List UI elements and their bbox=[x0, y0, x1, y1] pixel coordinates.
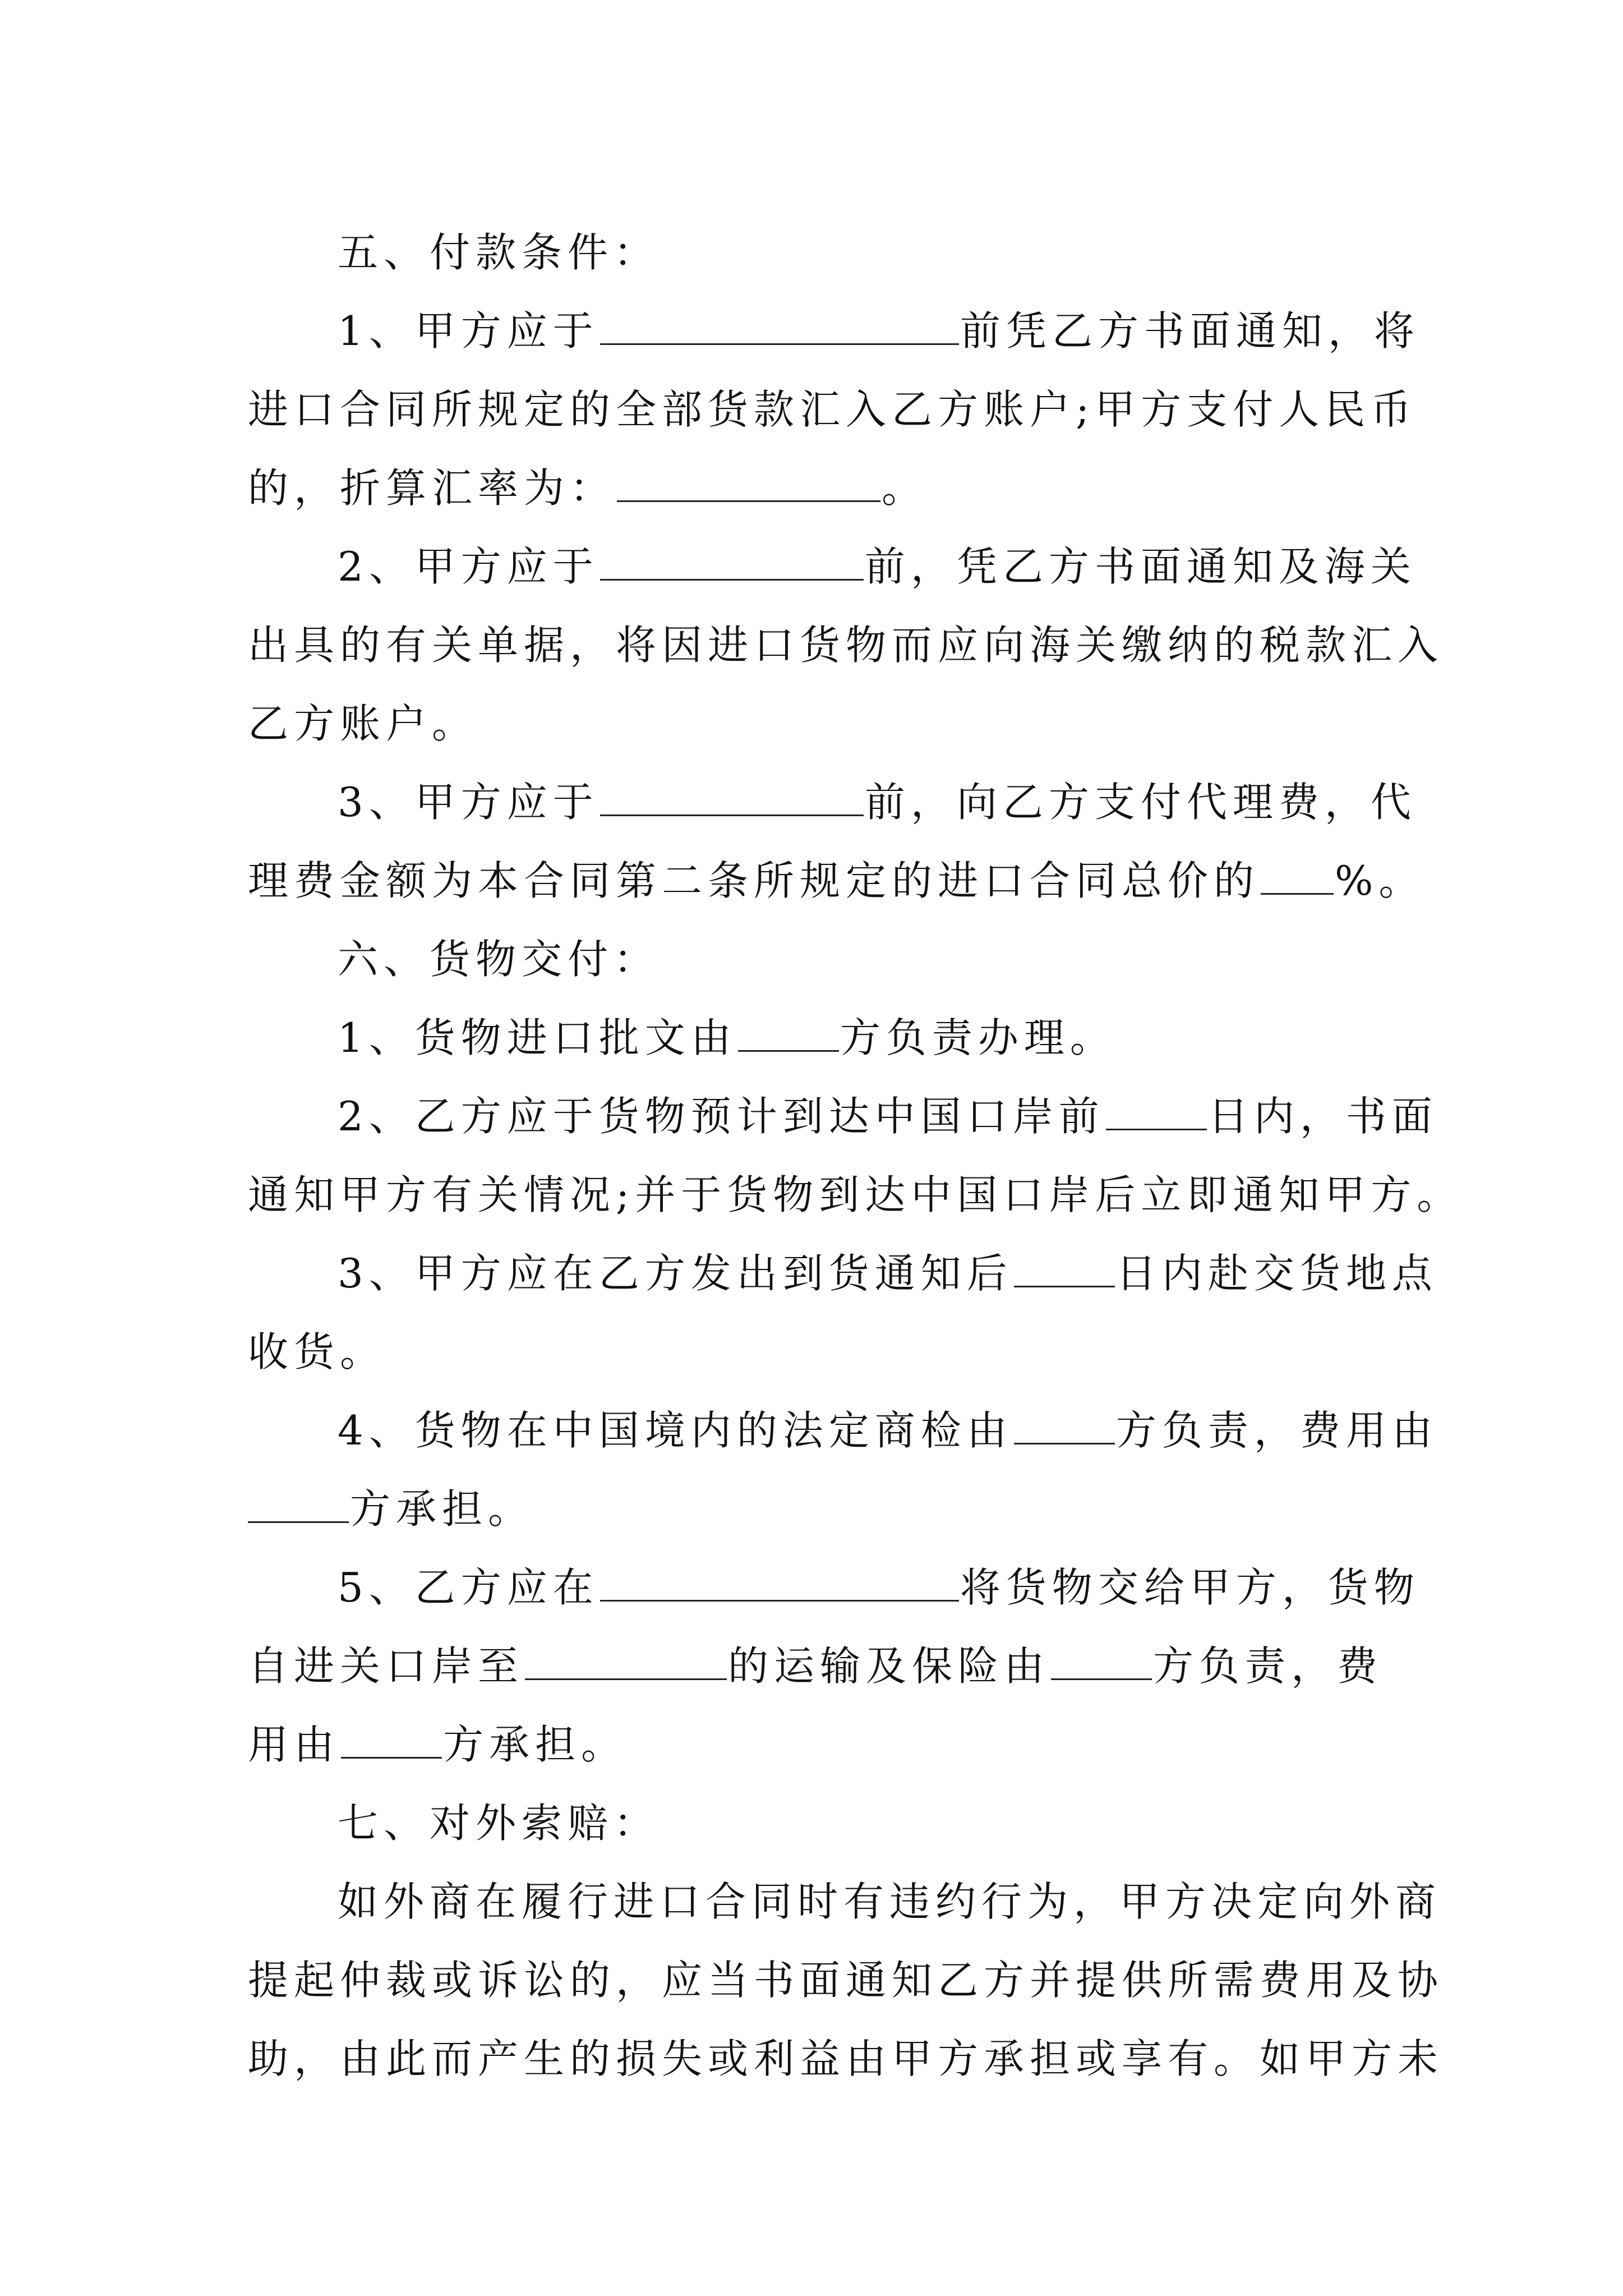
fill-in-blank[interactable] bbox=[600, 540, 864, 581]
fill-in-blank[interactable] bbox=[1014, 1246, 1115, 1287]
paragraph-line: 用由 方承担。 bbox=[248, 1705, 1392, 1784]
paragraph-line: 3、甲方应在乙方发出到货通知后 日内赴交货地点 bbox=[338, 1234, 1392, 1313]
paragraph-line: 进口合同所规定的全部货款汇入乙方账户;甲方支付人民币 bbox=[248, 386, 1417, 433]
fill-in-blank[interactable] bbox=[1014, 1404, 1115, 1444]
paragraph-line: 乙方账户。 bbox=[248, 700, 478, 747]
paragraph-line: 收货。 bbox=[248, 1328, 386, 1375]
paragraph-line: 2、乙方应于货物预计到达中国口岸前 日内，书面 bbox=[338, 1077, 1392, 1156]
paragraph-line: 的，折算汇率为： 。 bbox=[248, 449, 1392, 527]
fill-in-blank[interactable] bbox=[248, 1482, 349, 1523]
fill-in-blank[interactable] bbox=[600, 775, 864, 816]
paragraph-line: 3、甲方应于 前，向乙方支付代理费，代 bbox=[338, 763, 1392, 841]
fill-in-blank[interactable] bbox=[600, 304, 959, 345]
paragraph-line: 方承担。 bbox=[248, 1470, 1392, 1548]
section-heading-delivery: 六、货物交付： bbox=[338, 936, 660, 983]
fill-in-blank[interactable] bbox=[341, 1718, 442, 1759]
section-heading-payment: 五、付款条件： bbox=[338, 229, 660, 276]
paragraph-line: 出具的有关单据，将因进口货物而应向海关缴纳的税款汇入 bbox=[248, 622, 1444, 669]
fill-in-blank[interactable] bbox=[738, 1011, 839, 1052]
fill-in-blank[interactable] bbox=[1261, 854, 1334, 895]
fill-in-blank[interactable] bbox=[1106, 1089, 1207, 1130]
fill-in-blank[interactable] bbox=[1051, 1639, 1152, 1680]
paragraph-line: 理费金额为本合同第二条所规定的进口合同总价的 %。 bbox=[248, 841, 1392, 920]
paragraph-line: 1、货物进口批文由 方负责办理。 bbox=[338, 999, 1392, 1077]
fill-in-blank[interactable] bbox=[617, 461, 880, 502]
paragraph-line: 通知甲方有关情况;并于货物到达中国口岸后立即通知甲方。 bbox=[248, 1171, 1463, 1218]
fill-in-blank[interactable] bbox=[525, 1639, 727, 1680]
paragraph-line: 2、甲方应于 前，凭乙方书面通知及海关 bbox=[338, 527, 1392, 606]
paragraph-line: 4、货物在中国境内的法定商检由 方负责，费用由 bbox=[338, 1391, 1392, 1470]
paragraph-line: 提起仲裁或诉讼的，应当书面通知乙方并提供所需费用及协 bbox=[248, 1957, 1444, 2004]
paragraph-line: 自进关口岸至 的运输及保险由 方负责，费 bbox=[248, 1627, 1392, 1705]
paragraph-line: 助，由此而产生的损失或利益由甲方承担或享有。如甲方未 bbox=[248, 2035, 1444, 2082]
paragraph-line: 如外商在履行进口合同时有违约行为，甲方决定向外商 bbox=[338, 1878, 1442, 1925]
section-heading-claims: 七、对外索赔： bbox=[338, 1800, 660, 1847]
paragraph-line: 1、甲方应于 前凭乙方书面通知，将 bbox=[338, 292, 1392, 370]
paragraph-line: 5、乙方应在 将货物交给甲方，货物 bbox=[338, 1548, 1392, 1627]
fill-in-blank[interactable] bbox=[600, 1561, 959, 1602]
